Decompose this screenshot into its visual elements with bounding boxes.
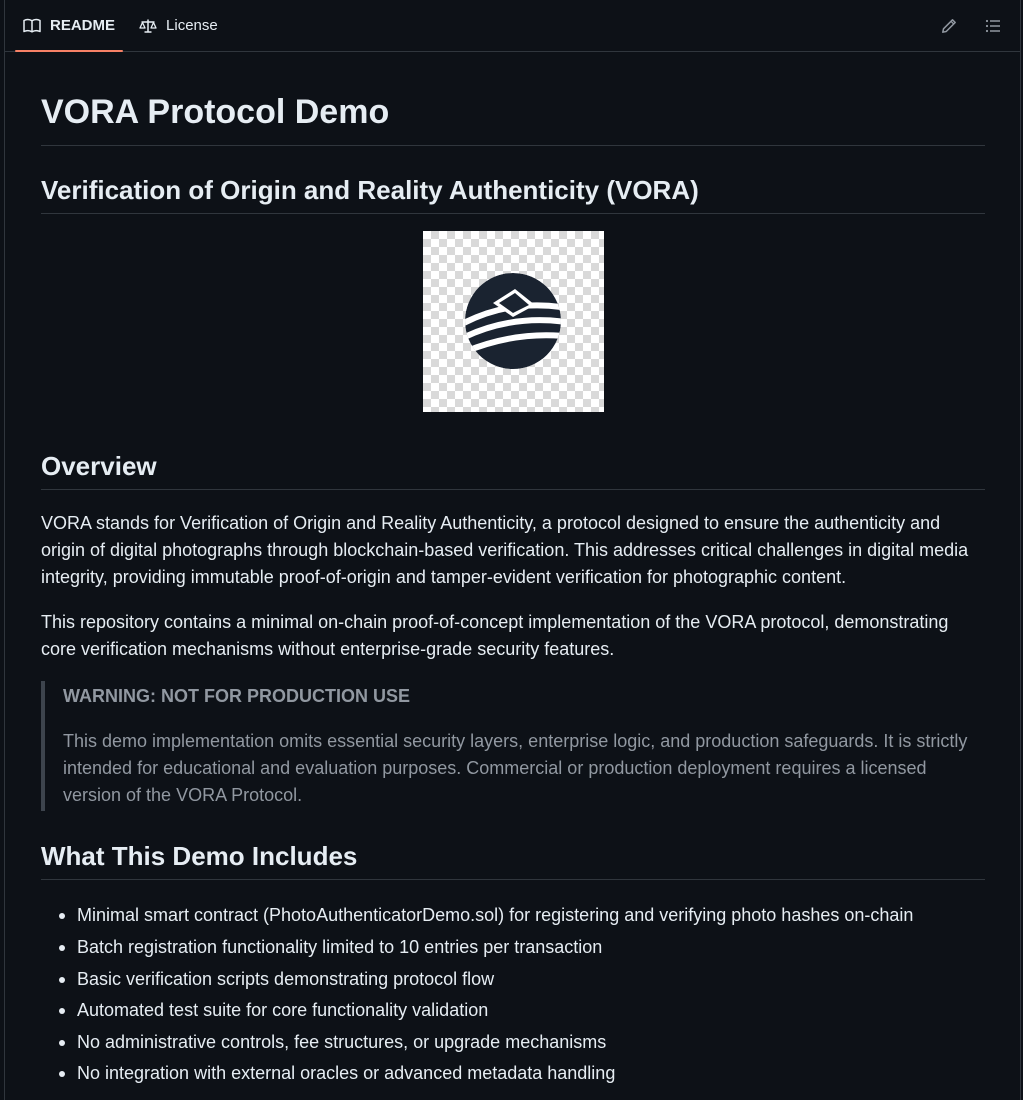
- list-item: Basic verification scripts demonstrating protocol flow: [59, 964, 985, 996]
- logo-container: [41, 231, 985, 412]
- list-item: Automated test suite for core functionality validation: [59, 995, 985, 1027]
- law-icon: [139, 18, 157, 34]
- pencil-icon[interactable]: [940, 17, 958, 35]
- warning-text: This demo implementation omits essential security layers, enterprise logic, and production safeguards. It is strictly intended for educational and evaluation purposes. Commercial or production deployment requires a licensed version of the VORA Protocol.: [63, 731, 968, 806]
- subtitle-heading: Verification of Origin and Reality Authenticity (VORA): [41, 175, 985, 214]
- tab-license[interactable]: [131, 0, 226, 51]
- readme-content: [5, 52, 1020, 1090]
- warning-title: WARNING: NOT FOR PRODUCTION USE: [63, 686, 410, 707]
- list-icon[interactable]: [984, 17, 1002, 35]
- tab-readme[interactable]: [15, 0, 123, 51]
- list-item: Batch registration functionality limited to 10 entries per transaction: [59, 932, 985, 964]
- readme-panel: [4, 0, 1021, 1100]
- book-icon: [23, 18, 41, 34]
- includes-heading: What This Demo Includes: [41, 841, 985, 880]
- overview-paragraph-1: VORA stands for Verification of Origin and Reality Authenticity, a protocol designed to ensure the authenticity and origin of digital photographs through blockchain-based verification. This addresses critical challenges in digital media integrity, providing immutable proof-of-origin and tamper-evident verification for photographic content.: [41, 513, 969, 588]
- list-item: No administrative controls, fee structures, or upgrade mechanisms: [59, 1027, 985, 1059]
- readme-tabbar: [5, 0, 1020, 52]
- includes-list: [41, 900, 985, 1090]
- list-item: No integration with external oracles or advanced metadata handling: [59, 1058, 985, 1090]
- tab-license-label: License: [166, 17, 218, 34]
- list-item: Minimal smart contract (PhotoAuthenticatorDemo.sol) for registering and verifying photo hashes on-chain: [59, 900, 985, 932]
- warning-blockquote: [41, 681, 985, 811]
- overview-heading: Overview: [41, 451, 985, 490]
- tab-readme-label: README: [50, 17, 116, 34]
- globe-logo-icon: [463, 271, 563, 371]
- vora-logo: [423, 231, 604, 412]
- readme-actions: [940, 0, 1002, 52]
- page-title: VORA Protocol Demo: [41, 52, 985, 146]
- overview-paragraph-2: This repository contains a minimal on-chain proof-of-concept implementation of the VORA protocol, demonstrating core verification mechanisms without enterprise-grade security features.: [41, 612, 949, 660]
